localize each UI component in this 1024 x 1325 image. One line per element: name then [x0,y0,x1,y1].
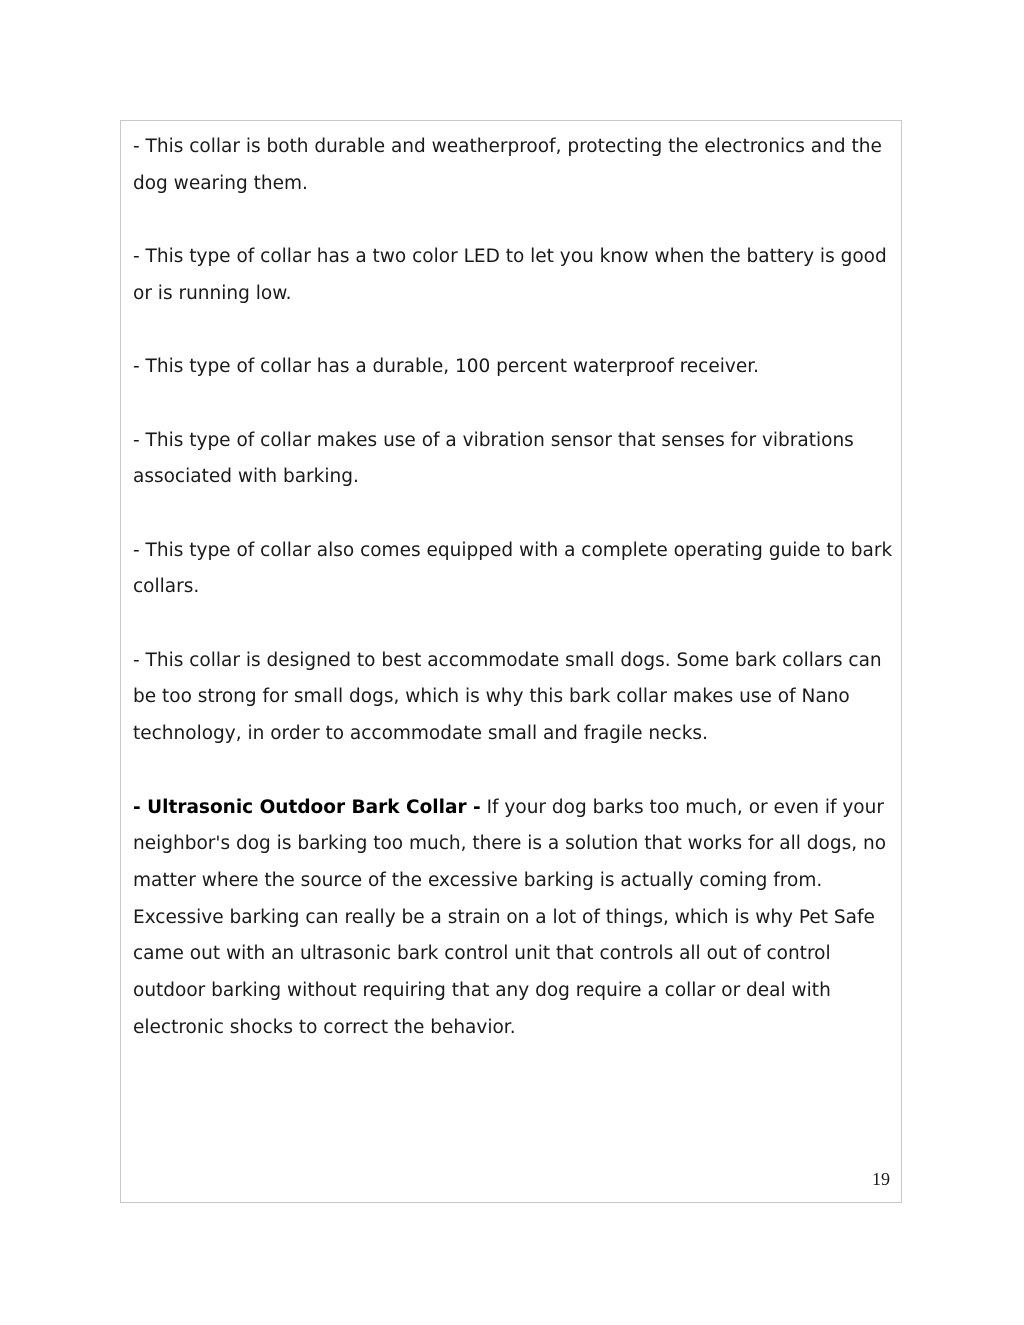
paragraph-waterproof-receiver: - This type of collar has a durable, 100 percent waterproof receiver. [133,356,759,378]
page-frame [120,120,902,1203]
paragraph-operating-guide: - This type of collar also comes equipped with a complete operating guide to bark collars. [133,539,893,598]
paragraph-led-battery: - This type of collar has a two color LED to let you know when the battery is good or is running low. [133,246,887,304]
paragraph-weatherproof: - This collar is both durable and weatherproof, protecting the electronics and the dog wearing them. [133,136,882,194]
document-body [133,129,893,1046]
ultrasonic-collar-heading: - Ultrasonic Outdoor Bark Collar - [133,796,481,818]
paragraph-ultrasonic-collar [133,790,893,1047]
ultrasonic-collar-text: If your dog barks too much, or even if your neighbor's dog is barking too much, there is a solution that works for all dogs, no matter where the source of the excessive barking is actually coming from. Excessive barking can really be a strain on a lot of things, which is why Pet Safe came out with an ultrasonic bark control unit that controls all out of control outdoor barking without requiring that any dog require a collar or deal with electronic shocks to correct the behavior. [133,796,887,1038]
page-number: 19 [872,1169,890,1189]
paragraph-vibration-sensor: - This type of collar makes use of a vibration sensor that senses for vibrations associated with barking. [133,429,854,488]
paragraph-small-dogs: - This collar is designed to best accommodate small dogs. Some bark collars can be too strong for small dogs, which is why this bark collar makes use of Nano technology, in order to accommodate small and fragile necks. [133,649,882,745]
